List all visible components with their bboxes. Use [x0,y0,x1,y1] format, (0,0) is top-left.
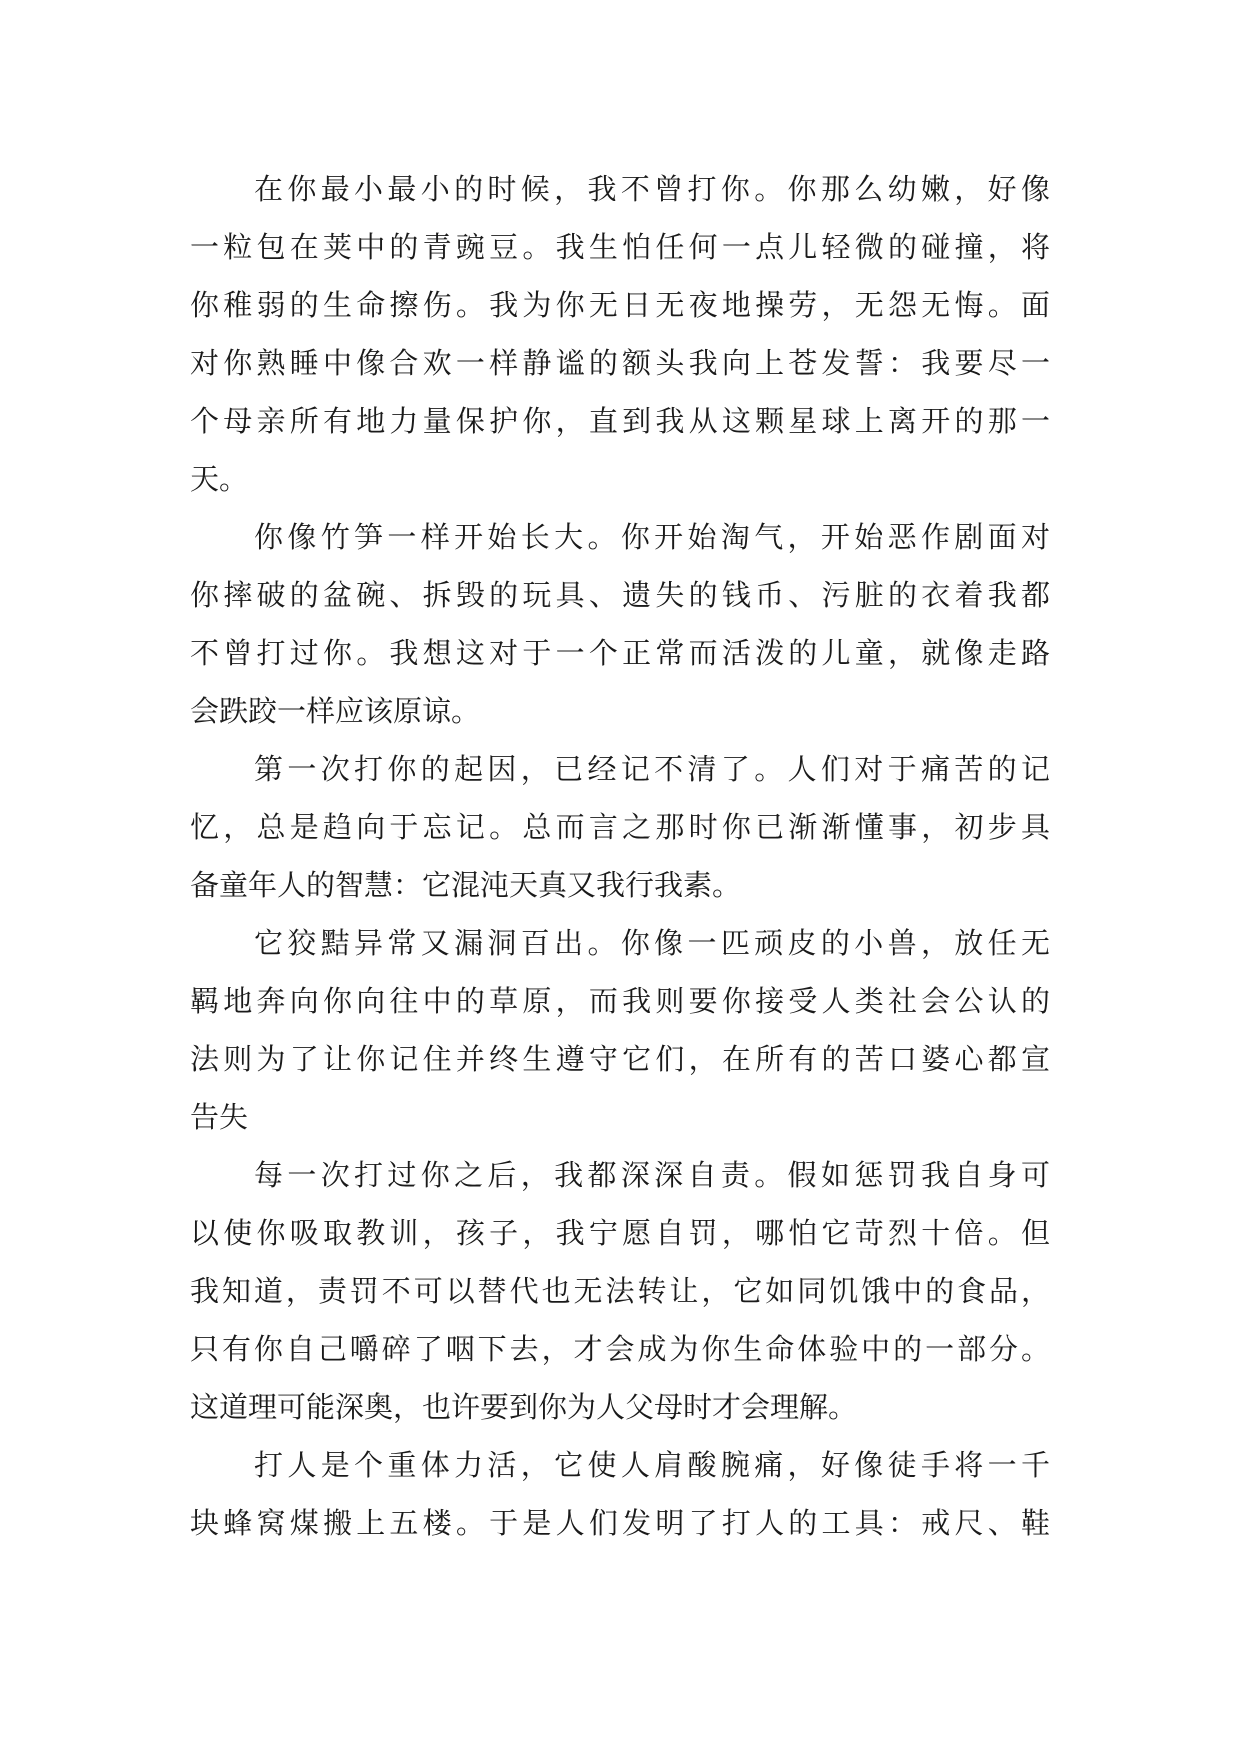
text-line: 第一次打你的起因，已经记不清了。人们对于痛苦的记 [254,752,1050,786]
text-line: 打人是个重体力活，它使人肩酸腕痛，好像徒手将一千 [254,1448,1050,1482]
text-line: 以使你吸取教训，孩子，我宁愿自罚，哪怕它苛烈十倍。但 [190,1216,1050,1250]
text-line: 在你最小最小的时候，我不曾打你。你那么幼嫩，好像 [254,172,1050,206]
text-line: 一粒包在荚中的青豌豆。我生怕任何一点儿轻微的碰撞，将 [190,230,1050,264]
text-line: 不曾打过你。我想这对于一个正常而活泼的儿童，就像走路 [190,636,1050,670]
text-line: 法则为了让你记住并终生遵守它们，在所有的苦口婆心都宣 [190,1042,1050,1076]
body-text [190,160,1050,1552]
text-line: 天。 [190,462,249,496]
text-line: 我知道，责罚不可以替代也无法转让，它如同饥饿中的食品， [190,1274,1050,1308]
text-line: 羁地奔向你向往中的草原，而我则要你接受人类社会公认的 [190,984,1050,1018]
text-line: 你像竹笋一样开始长大。你开始淘气，开始恶作剧面对 [254,520,1050,554]
text-line: 告失 [190,1100,249,1134]
text-line: 个母亲所有地力量保护你，直到我从这颗星球上离开的那一 [190,404,1050,438]
text-line: 备童年人的智慧：它混沌天真又我行我素。 [190,868,742,902]
text-line: 忆，总是趋向于忘记。总而言之那时你已渐渐懂事，初步具 [190,810,1050,844]
text-line: 这道理可能深奥，也许要到你为人父母时才会理解。 [190,1390,858,1424]
text-line: 对你熟睡中像合欢一样静谧的额头我向上苍发誓：我要尽一 [190,346,1050,380]
text-line: 它狡黠异常又漏洞百出。你像一匹顽皮的小兽，放任无 [254,926,1050,960]
text-line: 只有你自己嚼碎了咽下去，才会成为你生命体验中的一部分。 [190,1332,1050,1366]
text-line: 每一次打过你之后，我都深深自责。假如惩罚我自身可 [254,1158,1050,1192]
text-line: 块蜂窝煤搬上五楼。于是人们发明了打人的工具：戒尺、鞋 [190,1506,1050,1540]
text-line: 你摔破的盆碗、拆毁的玩具、遗失的钱币、污脏的衣着我都 [190,578,1050,612]
text-line: 会跌跤一样应该原谅。 [190,694,481,728]
text-line: 你稚弱的生命擦伤。我为你无日无夜地操劳，无怨无悔。面 [190,288,1050,322]
